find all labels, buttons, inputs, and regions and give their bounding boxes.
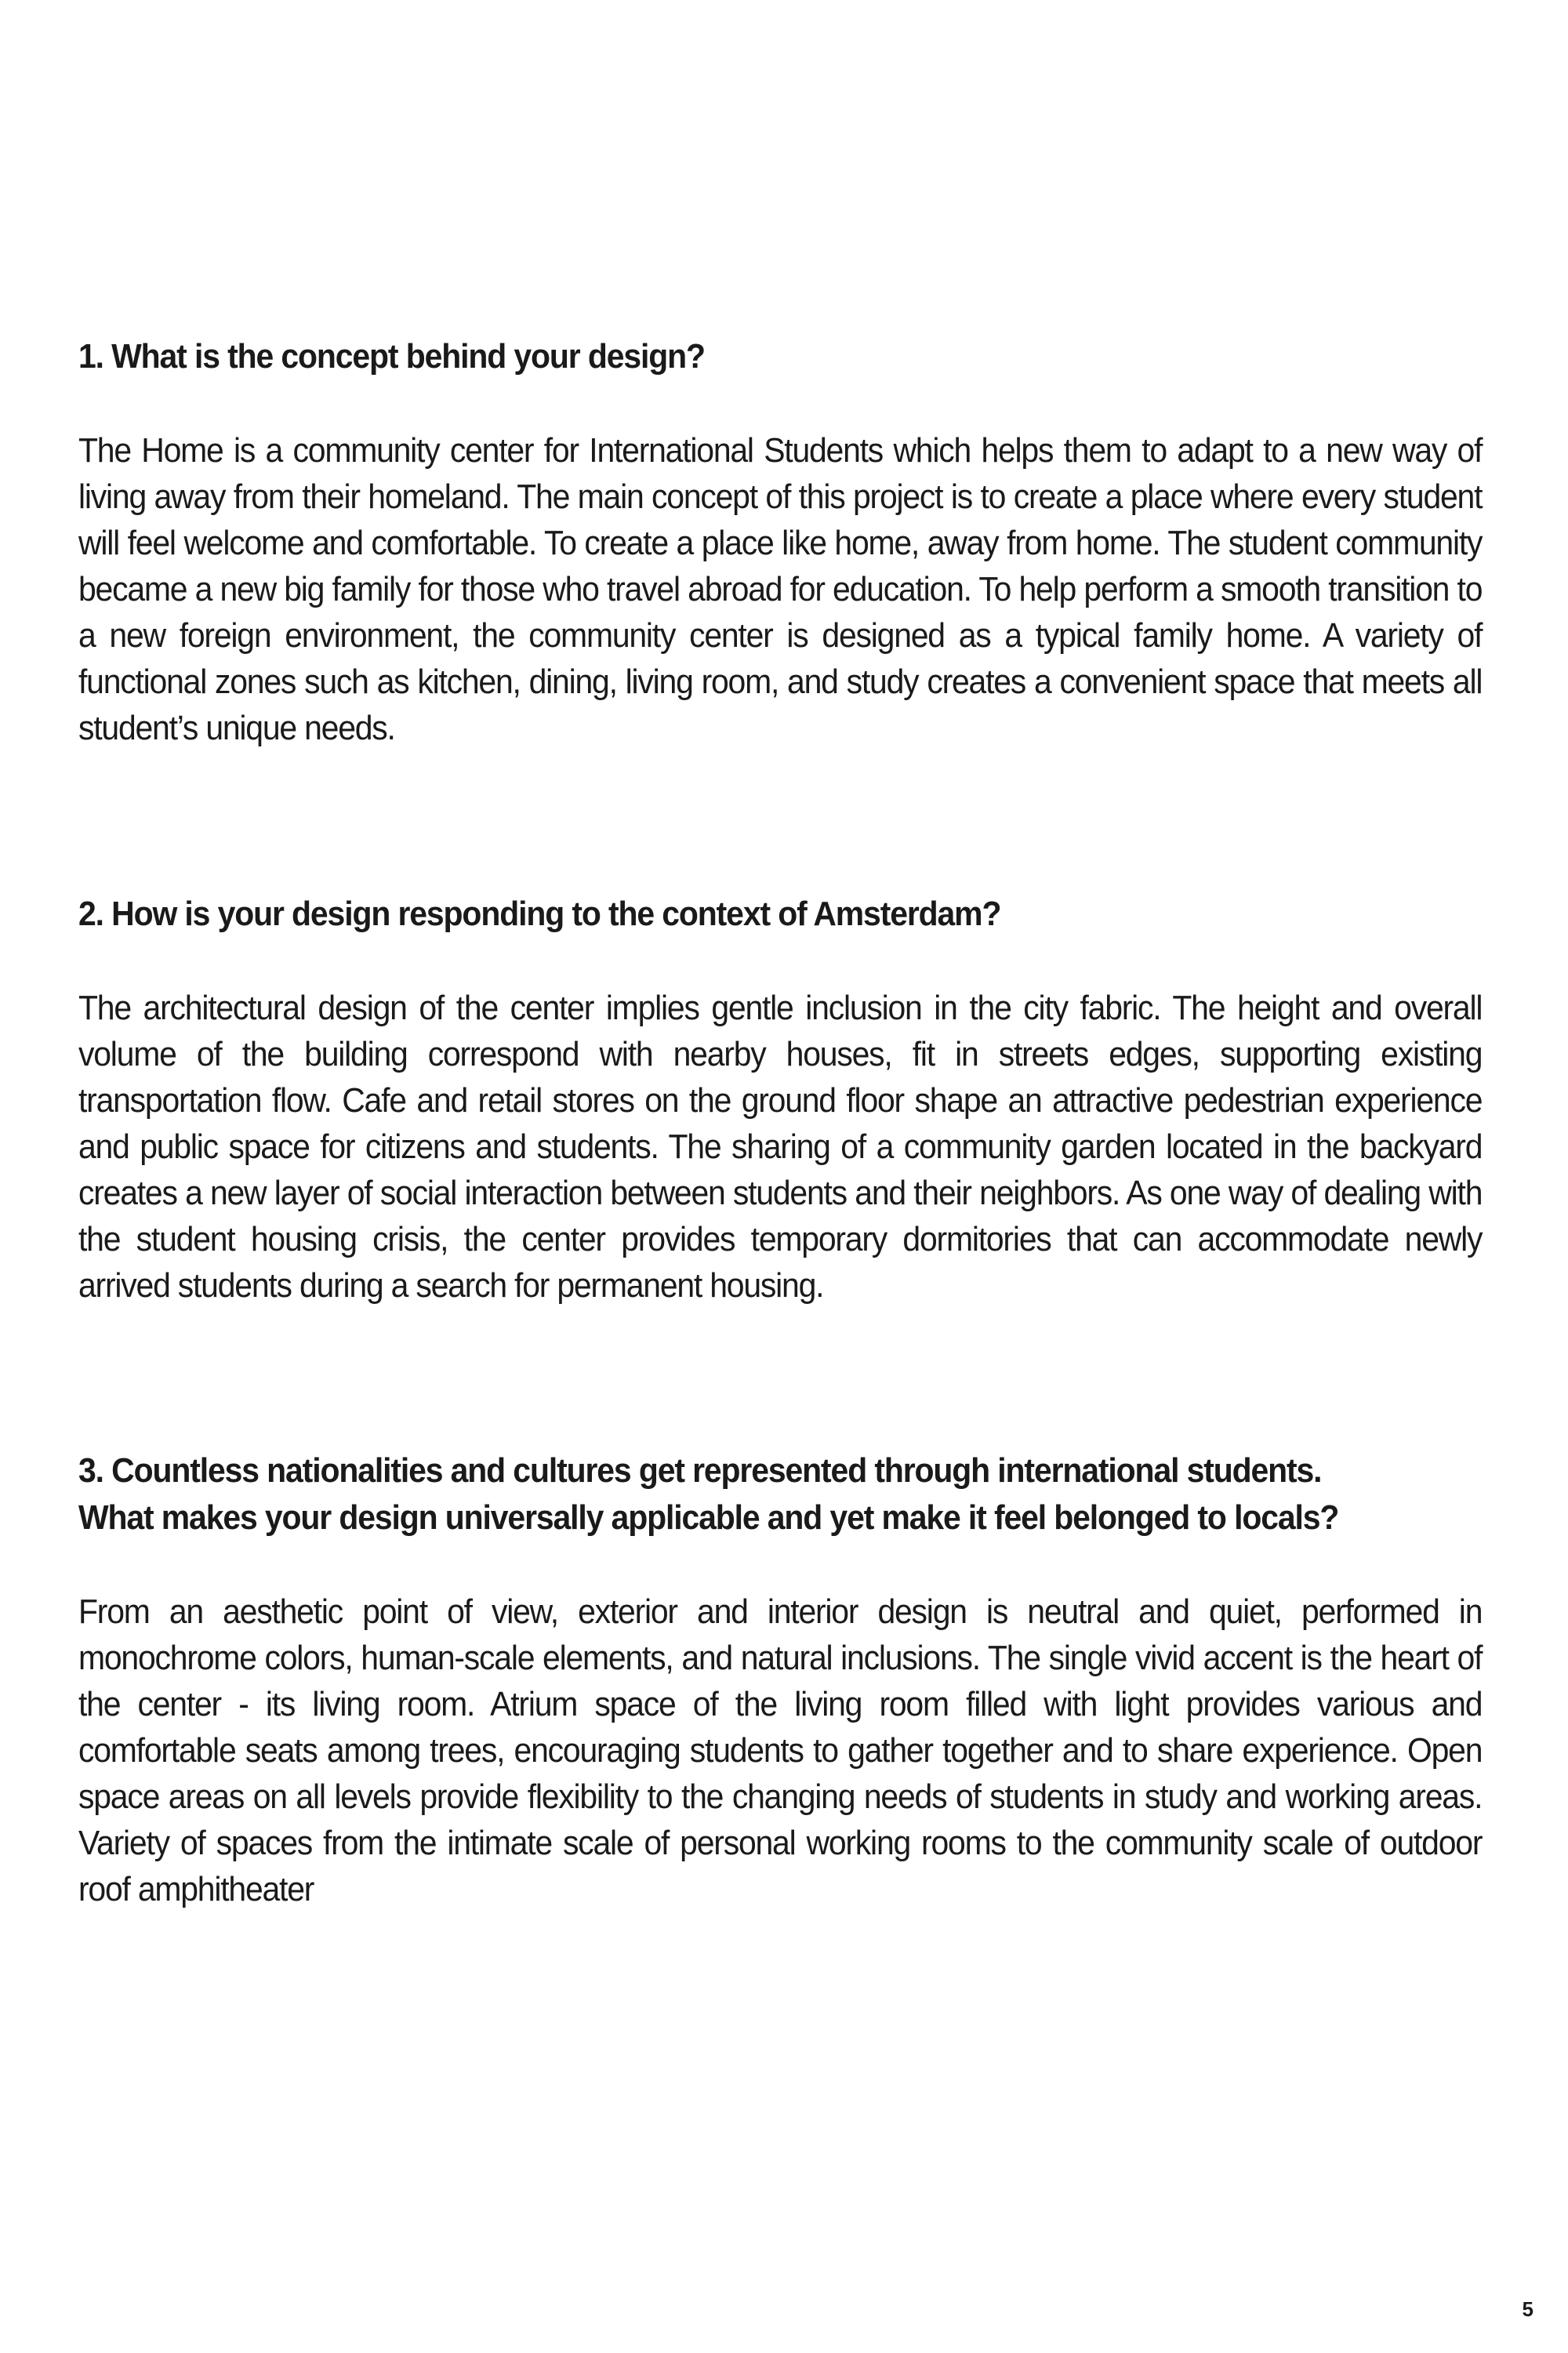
page-number: 5: [1522, 2297, 1534, 2321]
section-concept: [78, 333, 1482, 751]
answer-paragraph: From an aesthetic point of view, exterior and interior design is neutral and quiet, performed in monochrome colors, human-scale elements, and natural inclusions. The single vivid accent is the heart of the center - its living room. Atrium space of the living room filled with light provides various and comfortable seats among trees, encouraging students to gather together and to share experience. Open space areas on all levels provide flexibility to the changing needs of students in study and working areas. Variety of spaces from the intimate scale of personal working rooms to the community scale of outdoor roof amphitheater: [78, 1592, 1483, 1908]
question-heading: 3. Countless nationalities and cultures get represented through international students. What makes your design universally applicable and yet make it feel belonged to locals?: [78, 1451, 1339, 1537]
answer-paragraph: The architectural design of the center implies gentle inclusion in the city fabric. The height and overall volume of the building correspond with nearby houses, fit in streets edges, supporting existing transportation flow. Cafe and retail stores on the ground floor shape an attractive pedestrian experience and public space for citizens and students. The sharing of a community garden located in the backyard creates a new layer of social interaction between students and their neighbors. As one way of dealing with the student housing crisis, the center provides temporary dormitories that can accommodate newly arrived students during a search for permanent housing.: [78, 989, 1483, 1305]
section-universal-applicability: [78, 1447, 1482, 1912]
answer-paragraph: The Home is a community center for International Students which helps them to adapt to a new way of living away from their homeland. The main concept of this project is to create a place where every student will feel welcome and comfortable. To create a place like home, away from home. The student community became a new big family for those who travel abroad for education. To help perform a smooth transition to a new foreign environment, the community center is designed as a typical family home. A variety of functional zones such as kitchen, dining, living room, and study creates a convenient space that meets all student’s unique needs.: [78, 431, 1483, 747]
question-heading: 1. What is the concept behind your design?: [78, 337, 705, 376]
question-heading: 2. How is your design responding to the context of Amsterdam?: [78, 895, 1001, 933]
section-amsterdam-context: [78, 891, 1482, 1309]
